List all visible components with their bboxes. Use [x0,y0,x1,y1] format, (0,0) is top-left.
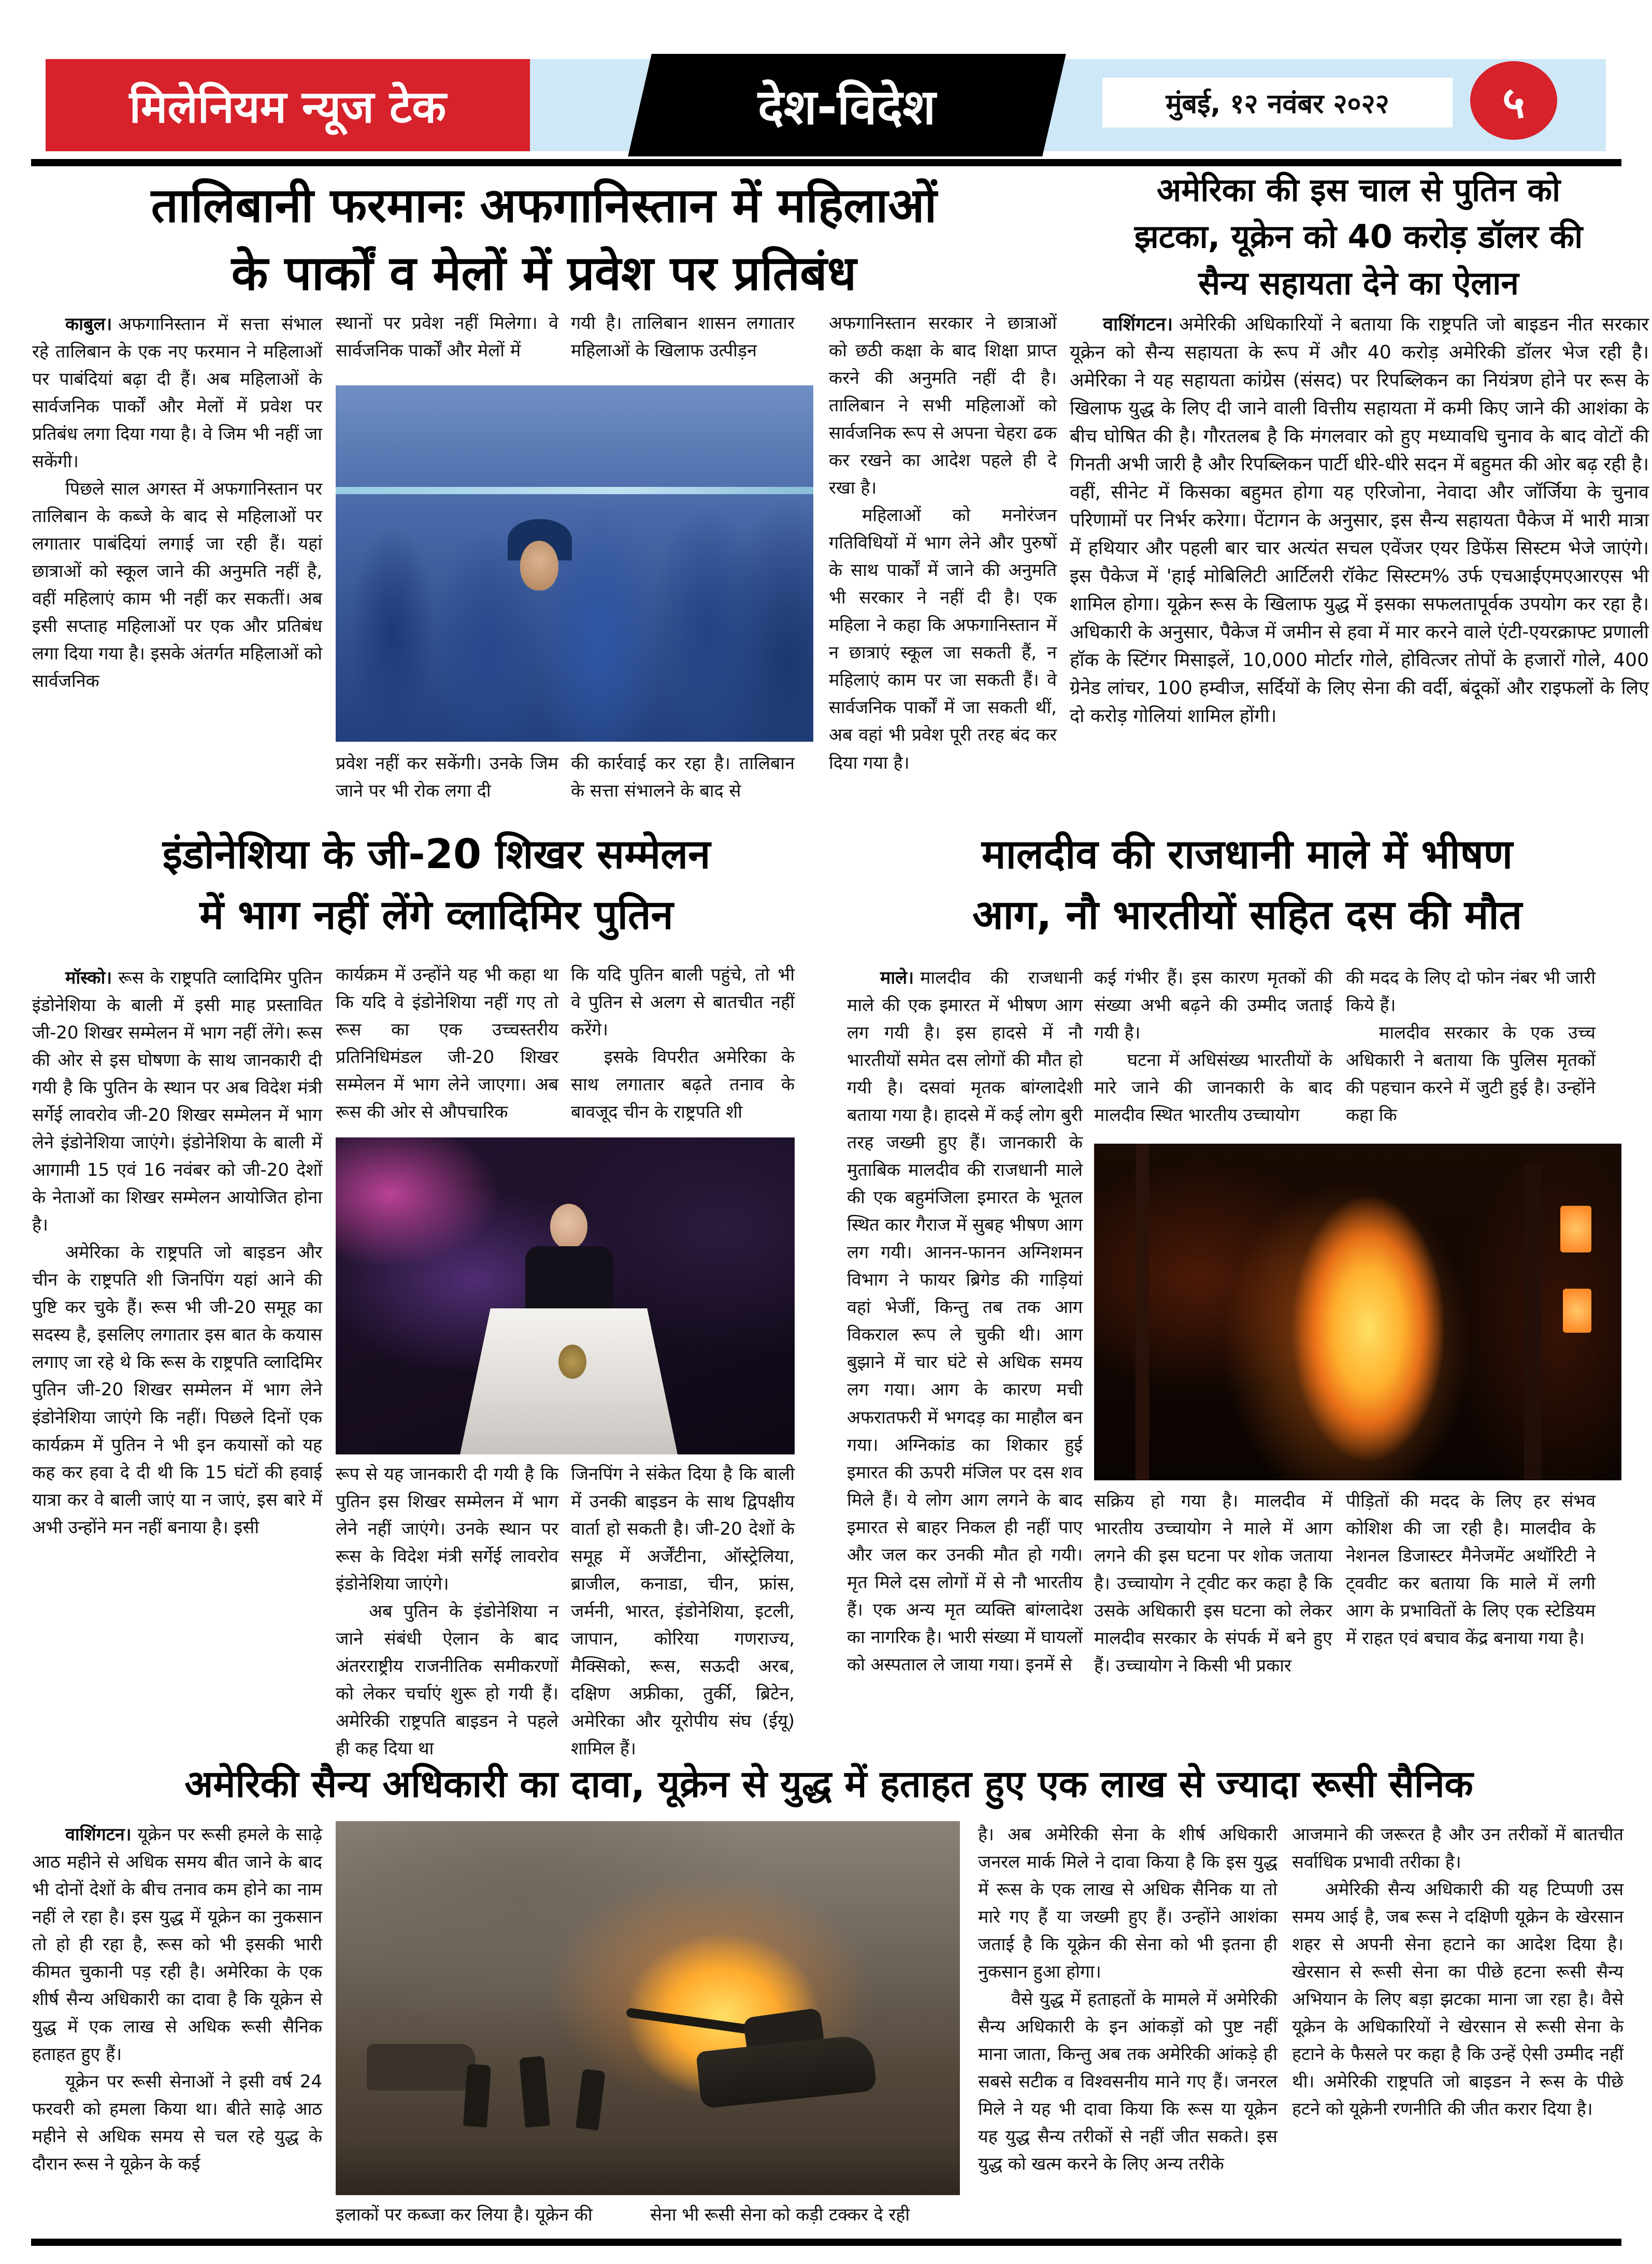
taliban-col2-bottom-text: प्रवेश नहीं कर सकेंगी। उनके जिम जाने पर भी रोक लगा दी [336,753,558,802]
edition-date-box [1102,78,1453,127]
us-aid-headline-line1: अमेरिका की इस चाल से पुतिन को [1156,171,1561,209]
us-aid-headline-line3: सैन्य सहायता देने का ऐलान [1198,264,1519,302]
casualties-caption-left: इलाकों पर कब्जा कर लिया है। यूक्रेन की [336,2204,593,2225]
taliban-col2-top-text: स्थानों पर प्रवेश नहीं मिलेगा। वे सार्वजनिक पार्कों और मेलों में [336,313,558,362]
maldives-headline [857,825,1637,946]
maldives-col2-top-p1: कई गंभीर हैं। इस कारण मृतकों की संख्या अभी बढ़ने की उम्मीद जताई गयी है। [1094,968,1332,1044]
woman-face-shape [520,541,558,590]
us-aid-headline-line2: झटका, यूक्रेन को 40 करोड़ डॉलर की [1134,217,1583,255]
casualties-column-3 [978,1821,1277,2236]
building-beam-left [1136,1144,1149,1480]
casualties-col1-p1: यूक्रेन पर रूसी हमले के साढ़े आठ महीने से अधिक समय बीत जाने के बाद भी दोनों देशों के बीच तनाव कम होने का नाम नहीं ले रहा है। इस युद्ध में यूक्रेन का नुकसान तो हो ही रहा है, रूस को भी इसकी भारी कीमत चुकानी पड़ रही है। अमेरिका के एक शीर्ष सैन्य अधिकारी का दावा है कि यूक्रेन से युद्ध में एक लाख से अधिक रूसी सैनिक हताहत हुए हैं। [32,1824,322,2065]
casualties-col3-p1: है। अब अमेरिकी सेना के शीर्ष अधिकारी जनरल मार्क मिले ने दावा किया है कि इस युद्ध में रूस के एक लाख से अधिक सैनिक या तो मारे गए हैं या जख्मी हुए हैं। उन्होंने आशंका जताई है कि यूक्रेन की सेना को भी इतना ही नुकसान हुआ होगा। [978,1824,1277,1983]
g20-headline-line2: में भाग नहीं लेंगे व्लादिमिर पुतिन [199,892,673,939]
ground-shape [336,2132,960,2195]
page-number: ५ [1502,77,1525,128]
podium-emblem-shape [558,1345,586,1379]
g20-column-3-top [571,961,795,1133]
putin-speech-photo [336,1137,795,1454]
casualties-col1-p2: यूक्रेन पर रूसी सेनाओं ने इसी वर्ष 24 फरवरी को हमला किया था। बीते साढ़े आठ महीने से अधिक समय से चल रहे युद्ध के दौरान रूस ने यूक्रेन के कई [32,2071,322,2175]
g20-col2-top-text: कार्यक्रम में उन्होंने यह भी कहा था कि यदि वे इंडोनेशिया नहीं गए तो रूस का एक उच्चस्तरीय प्रतिनिधिमंडल जी-20 शिखर सम्मेलन में भाग लेने जाएगा। अब रूस की ओर से औपचारिक [336,964,558,1123]
us-aid-headline [1070,167,1647,307]
edition-date: मुंबई, १२ नवंबर २०२२ [1166,88,1389,120]
lit-window-1 [1560,1206,1591,1252]
maldives-col3-top-p2: मालदीव सरकार के एक उच्च अधिकारी ने बताया कि पुलिस मृतकों की पहचान करने में जुटी हुई है। उन्होंने कहा कि [1346,1022,1596,1126]
taliban-col3-top-text: गयी है। तालिबान शासन लगातार महिलाओं के खिलाफ उत्पीड़न [571,313,795,362]
taliban-column-3-top [571,310,795,383]
section-banner [628,54,1066,156]
maldives-col3-bottom-text: पीड़ितों की मदद के लिए हर संभव कोशिश की जा रही है। मालदीव के नेशनल डिजास्टर मैनेजमेंट अथॉरिटी ने ट्ववीट कर बताया कि माले में लगी आग के प्रभावितों के लिए एक स्टेडियम में राहत एवं बचाव केंद्र बनाया गया है। [1346,1491,1596,1649]
lit-window-2 [1563,1289,1591,1333]
g20-col2-bottom-p2: अब पुतिन के इंडोनेशिया न जाने संबंधी ऐलान के बाद अंतरराष्ट्रीय राजनीतिक समीकरणों को लेकर चर्चाएं शुरू हो गयी हैं। अमेरिकी राष्ट्रपति बाइडन ने पहले ही कह दिया था [336,1601,558,1760]
masthead-brand [46,59,530,151]
soldier-silhouette-2 [519,2056,550,2128]
afghan-women-photo [336,385,813,742]
g20-column-3-bottom [571,1461,795,1766]
building-beam-right [1524,1164,1542,1480]
casualties-caption-right: सेना भी रूसी सेना को कड़ी टक्कर दे रही [650,2204,910,2225]
casualties-column-4 [1292,1821,1624,2236]
maldives-col2-top-p2: घटना में अधिसंख्य भारतीयों के मारे जाने की जानकारी के बाद मालदीव स्थित भारतीय उच्चायोग [1094,1050,1332,1126]
casualties-runover-left [336,2201,636,2232]
taliban-headline [36,172,1052,307]
us-aid-dateline: वाशिंगटन। [1103,314,1173,335]
ukraine-war-photo [336,1821,960,2195]
taliban-col1-p2: पिछले साल अगस्त में अफगानिस्तान पर तालिबान के कब्जे के बाद से महिलाओं पर लगातार पाबंदियां लगाई जा रही हैं। यहां छात्राओं को स्कूल जाने की अनुमति नहीं है, वहीं महिलाएं काम भी नहीं कर सकतीं। अब इसी सप्ताह महिलाओं पर एक और प्रतिबंध लगा दिया गया है। इसके अंतर्गत महिलाओं को सार्वजनिक [32,479,322,692]
casualties-dateline: वाशिंगटन। [65,1824,132,1845]
taliban-column-4 [829,310,1057,823]
taliban-headline-line2: के पार्कों व मेलों में प्रवेश पर प्रतिबंध [231,245,857,301]
rope-line [336,487,813,494]
casualties-col4-p1: आजमाने की जरूरत है और उन तरीकों में बातचीत सर्वाधिक प्रभावी तरीका है। [1292,1824,1624,1873]
casualties-column-1 [32,1821,322,2236]
header-rule [31,159,1621,166]
male-fire-photo [1094,1144,1621,1480]
soldier-silhouette-1 [463,2064,491,2128]
taliban-col3-bottom-text: की कार्रवाई कर रहा है। तालिबान के सत्ता संभालने के बाद से [571,753,795,802]
maldives-column-2-top [1094,964,1332,1136]
g20-dateline: मॉस्को। [65,968,112,988]
maldives-headline-line1: मालदीव की राजधानी माले में भीषण [981,831,1513,878]
casualties-runover-right [650,2201,961,2232]
casualties-col4-p2: अमेरिकी सैन्य अधिकारी की यह टिप्पणी उस समय आई है, जब रूस ने दक्षिणी यूक्रेन के खेरसान शहर से अपनी सेना हटाने का आदेश दिया है। खेरसान से रूसी सेना का पीछे हटना रूसी सैन्य अभियान के लिए बड़ा झटका माना जा रहा है। वैसे यूक्रेन के अधिकारियों ने खेरसान से रूसी सेना के हटाने के फैसले पर कहा है कि उन्हें ऐसी उम्मीद नहीं थी। अमेरिकी राष्ट्रपति जो बाइडन ने रूस के पीछे हटने को यूक्रेनी रणनीति की जीत करार दिया है। [1292,1879,1624,2120]
armored-vehicle-shape [367,2044,476,2090]
maldives-col2-bottom-text: सक्रिय हो गया है। मालदीव में भारतीय उच्चायोग ने माले में आग लगने की इस घटना पर शोक जताया है। उच्चायोग ने ट्वीट कर कहा है कि उसके अधिकारी इस घटना को लेकर मालदीव सरकार के संपर्क में बने हुए हैं। उच्चायोग ने किसी भी प्रकार [1094,1491,1332,1677]
taliban-col4-p2: महिलाओं को मनोरंजन गतिविधियों में भाग लेने और पुरुषों के साथ पार्कों में जाने की अनुमति भी सरकार ने नहीं दी है। एक महिला ने कहा कि अफगानिस्तान में न छात्राएं स्कूल जा सकती हैं, न महिलाएं काम पर जा सकती हैं। वे सार्वजनिक पार्कों में जा सकती थीं, अब वहां भी प्रवेश पूरी तरह बंद कर दिया गया है। [829,505,1057,773]
putin-head-shape [550,1204,587,1249]
soldier-silhouette-3 [576,2069,606,2131]
g20-col3-top-p1: कि यदि पुतिन बाली पहुंचे, तो भी वे पुतिन से अलग से बातचीत नहीं करेंगे। [571,964,795,1041]
maldives-col1-p1: मालदीव की राजधानी माले की एक इमारत में भीषण आग लग गयी है। इस हादसे में नौ भारतीयों समेत दस लोगों की मौत हो गयी है। दसवां मृतक बांग्लादेशी बताया गया है। हादसे में कई लोग बुरी तरह जख्मी हुए हैं। जानकारी के मुताबिक मालदीव की राजधानी माले की एक बहुमंजिला इमारत के भूतल स्थित कार गैराज में सुबह भीषण आग लग गयी। आनन-फानन अग्निशमन विभाग ने फायर ब्रिगेड की गाड़ियां वहां भेजीं, किन्तु तब तक आग विकराल रूप ले चुकी थी। आग बुझाने में चार घंटे से अधिक समय लग गया। आग के कारण मची अफरातफरी में भगदड़ का माहौल बन गया। अग्निकांड का शिकार हुई इमारत की ऊपरी मंजिल पर दस शव मिले हैं। ये लोग आग लगने के बाद इमारत से बाहर निकल ही नहीं पाए और जल कर उनकी मौत हो गयी। मृत मिले दस लोगों में से नौ भारतीय हैं। एक अन्य मृत व्यक्ति बांग्लादेश का नागरिक है। भारी संख्या में घायलों को अस्पताल ले जाया गया। इनमें से [847,968,1083,1675]
tank-body-shape [696,2034,877,2109]
maldives-column-1 [847,964,1083,1757]
g20-col2-bottom-p1: रूप से यह जानकारी दी गयी है कि पुतिन इस शिखर सम्मेलन में भाग लेने नहीं जाएंगे। उनके स्थान पर रूस के विदेश मंत्री सर्गेई लावरोव इंडोनेशिया जाएंगे। [336,1464,558,1595]
taliban-column-2-top [336,310,558,383]
page-number-badge [1470,61,1557,140]
brand-title: मिलेनियम न्यूज टेक [129,81,447,133]
g20-column-2-top [336,961,558,1133]
white-podium-shape [460,1308,678,1454]
maldives-headline-line2: आग, नौ भारतीयों सहित दस की मौत [972,892,1522,939]
casualties-headline: अमेरिकी सैन्य अधिकारी का दावा, यूक्रेन से युद्ध में हताहत हुए एक लाख से ज्यादा रूसी सैनिक [184,1762,1473,1806]
g20-col3-top-p2: इसके विपरीत अमेरिका के साथ लगातार बढ़ते तनाव के बावजूद चीन के राष्ट्रपति शी [571,1047,795,1123]
taliban-headline-line1: तालिबानी फरमानः अफगानिस्तान में महिलाओं [151,178,937,233]
maldives-column-2-bottom [1094,1488,1332,1767]
section-title: देश-विदेश [758,79,936,136]
maldives-column-3-bottom [1346,1488,1596,1767]
taliban-col4-p1: अफगानिस्तान सरकार ने छात्राओं को छठी कक्षा के बाद शिक्षा प्राप्त करने की अनुमति नहीं दी है। तालिबान ने सभी महिलाओं को सार्वजनिक रूप से अपना चेहरा ढक कर रखने का आदेश पहले ही दे रखा है। [829,313,1057,499]
g20-column-2-bottom [336,1461,558,1766]
g20-headline-line1: इंडोनेशिया के जी-20 शिखर सम्मेलन [162,831,711,878]
us-aid-body-p1: अमेरिकी अधिकारियों ने बताया कि राष्ट्रपति जो बाइडन नीत सरकार यूक्रेन को सैन्य सहायता के रूप में और 40 करोड़ अमेरिकी डॉलर भेज रही है। अमेरिका ने यह सहायता कांग्रेस (संसद) पर रिपब्लिकन का नियंत्रण होने पर रूस के खिलाफ युद्ध के लिए दी जाने वाली वित्तीय सहायता में कमी किए जाने की आशंका के बीच घोषित की है। गौरतलब है कि मंगलवार को हुए मध्यावधि चुनाव के बाद वोटों की गिनती अभी जारी है और रिपब्लिकन पार्टी धीरे-धीरे सदन में बहुमत की ओर बढ़ रही है। वहीं, सीनेट में किसका बहुमत होगा यह एरिजोना, नेवादा और जॉर्जिया के चुनाव परिणामों पर निर्भर करेगा। पेंटागन के अनुसार, इस सैन्य सहायता पैकेज में भारी मात्रा में हथियार और पहली बार चार अत्यंत सचल एवेंजर एयर डिफेंस सिस्टम भेजे जाएंगे। इस पैकेज में 'हाई मोबिलिटी आर्टिलरी रॉकेट सिस्टम% उर्फ एचआईएमएआरएस भी शामिल होगा। यूक्रेन रूस के खिलाफ युद्ध में इसका सफलतापूर्वक उपयोग कर रहा है। अधिकारी के अनुसार, पैकेज में जमीन से हवा में मार करने वाले एंटी-एयरक्राफ्ट प्रणाली हॉक के स्टिंगर मिसाइलें, 10,000 मोर्टार गोले, होवित्जर तोपों के हजारों गोले, 400 ग्रेनेड लांचर, 100 हम्वीज, सर्दियों के लिए सेना की वर्दी, बंदूकों और राइफलों के लिए दो करोड़ गोलियां शामिल होंगी। [1070,314,1649,727]
us-aid-body [1070,311,1649,821]
taliban-column-1 [32,311,322,811]
taliban-column-2-bottom [336,750,558,824]
maldives-dateline: माले। [880,968,914,988]
g20-col1-p2: अमेरिका के राष्ट्रपति जो बाइडन और चीन के राष्ट्रपति शी जिनपिंग यहां आने की पुष्टि कर चुके हैं। रूस भी जी-20 समूह का सदस्य है, इसलिए लगातार इस बात के कयास लगाए जा रहे थे कि रूस के राष्ट्रपति व्लादिमिर पुतिन जी-20 शिखर सम्मेलन में भाग लेने इंडोनेशिया जाएंगे कि नहीं। पिछले दिनों एक कार्यक्रम में पुतिन ने भी इन कयासों को यह कह कर हवा दे दी थी कि 15 घंटों की हवाई यात्रा कर वे बाली जाएं या न जाएं, इस बारे में अभी उन्होंने मन नहीं बनाया है। इसी [32,1242,322,1538]
casualties-col3-p2: वैसे युद्ध में हताहतों के मामले में अमेरिकी सैन्य अधिकारी के इन आंकड़ों को पुष्ट नहीं माना जाता, किन्तु अब तक अमेरिकी आंकड़े ही सबसे सटीक व विश्वसनीय माने गए हैं। जनरल मिले ने यह भी दावा किया कि रूस या यूक्रेन यह युद्ध सैन्य तरीकों से नहीं जीत सकते। इस युद्ध को खत्म करने के लिए अन्य तरीके [978,1989,1277,2175]
taliban-dateline: काबुल। [65,314,112,335]
g20-col1-p1: रूस के राष्ट्रपति व्लादिमिर पुतिन इंडोनेशिया के बाली में इसी माह प्रस्तावित जी-20 शिखर सम्मेलन में भाग नहीं लेंगे। रूस की ओर से इस घोषणा के साथ जानकारी दी गयी है कि पुतिन के स्थान पर अब विदेश मंत्री सर्गेई लावरोव जी-20 शिखर सम्मेलन में भाग लेने इंडोनेशिया जाएंगे। इंडोनेशिया के बाली में आगामी 15 एवं 16 नवंबर को जी-20 देशों के नेताओं का शिखर सम्मेलन आयोजित होना है। [32,968,322,1236]
maldives-col3-top-p1: की मदद के लिए दो फोन नंबर भी जारी किये हैं। [1346,968,1596,1016]
g20-col3-bottom-text: जिनपिंग ने संकेत दिया है कि बाली में उनकी बाइडन के साथ द्विपक्षीय वार्ता हो सकती है। जी-20 देशों के समूह में अर्जेंटीना, ऑस्ट्रेलिया, ब्राजील, कनाडा, चीन, फ्रांस, जर्मनी, भारत, इंडोनेशिया, इटली, जापान, कोरिया गणराज्य, मैक्सिको, रूस, सऊदी अरब, दक्षिण अफ्रीका, तुर्की, ब्रिटेन, अमेरिका और यूरोपीय संघ (ईयू) शामिल हैं। [571,1464,795,1760]
maldives-column-3-top [1346,964,1596,1136]
g20-headline [44,825,829,946]
tank-barrel-shape [626,2008,760,2036]
taliban-column-3-bottom [571,750,795,824]
g20-column-1 [32,964,322,1757]
taliban-col1-p1: अफगानिस्तान में सत्ता संभाल रहे तालिबान के एक नए फरमान ने महिलाओं पर पाबंदियां बढ़ा दी हैं। अब महिलाओं के सार्वजनिक पार्कों और मेलों में प्रवेश पर प्रतिबंध लगा दिया गया है। वे जिम भी नहीं जा सकेंगी। [32,314,322,472]
footer-rule [31,2239,1621,2246]
